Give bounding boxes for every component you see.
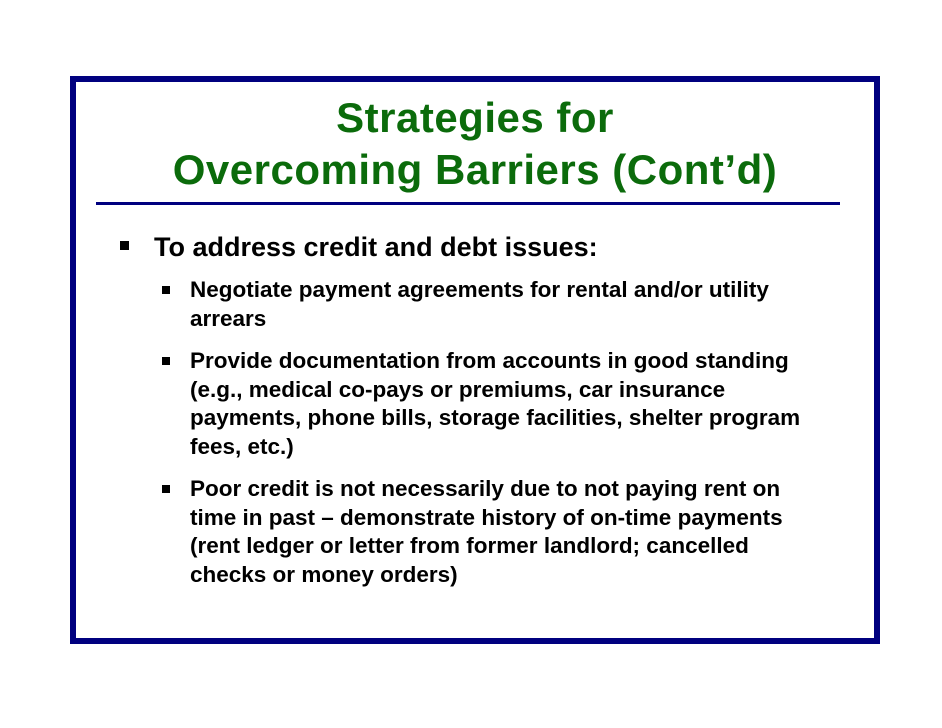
title-divider bbox=[96, 202, 840, 205]
square-bullet-icon bbox=[162, 286, 170, 294]
main-bullet-text: To address credit and debt issues: bbox=[154, 232, 598, 262]
square-bullet-icon bbox=[120, 241, 129, 250]
sub-bullet-item bbox=[76, 475, 874, 589]
sub-bullet-text: Poor credit is not necessarily due to not paying rent on time in past – demonstrate history of on-time payments (rent ledger or letter from former landlord; cancelled checks or money orders) bbox=[190, 476, 783, 587]
slide-title bbox=[76, 92, 874, 196]
sub-bullet-text: Provide documentation from accounts in good standing (e.g., medical co-pays or premiums, car insurance payments, phone bills, storage facilities, shelter program fees, etc.) bbox=[190, 348, 801, 459]
title-line-1: Strategies for bbox=[336, 94, 614, 141]
title-line-2: Overcoming Barriers (Cont’d) bbox=[172, 146, 778, 193]
main-bullet-item bbox=[76, 230, 874, 264]
square-bullet-icon bbox=[162, 357, 170, 365]
sub-bullet-item bbox=[76, 347, 874, 461]
sub-bullet-item bbox=[76, 276, 874, 333]
sub-bullet-text: Negotiate payment agreements for rental and/or utility arrears bbox=[190, 277, 769, 331]
square-bullet-icon bbox=[162, 485, 170, 493]
slide-frame bbox=[70, 76, 880, 644]
bullet-list bbox=[76, 230, 874, 603]
